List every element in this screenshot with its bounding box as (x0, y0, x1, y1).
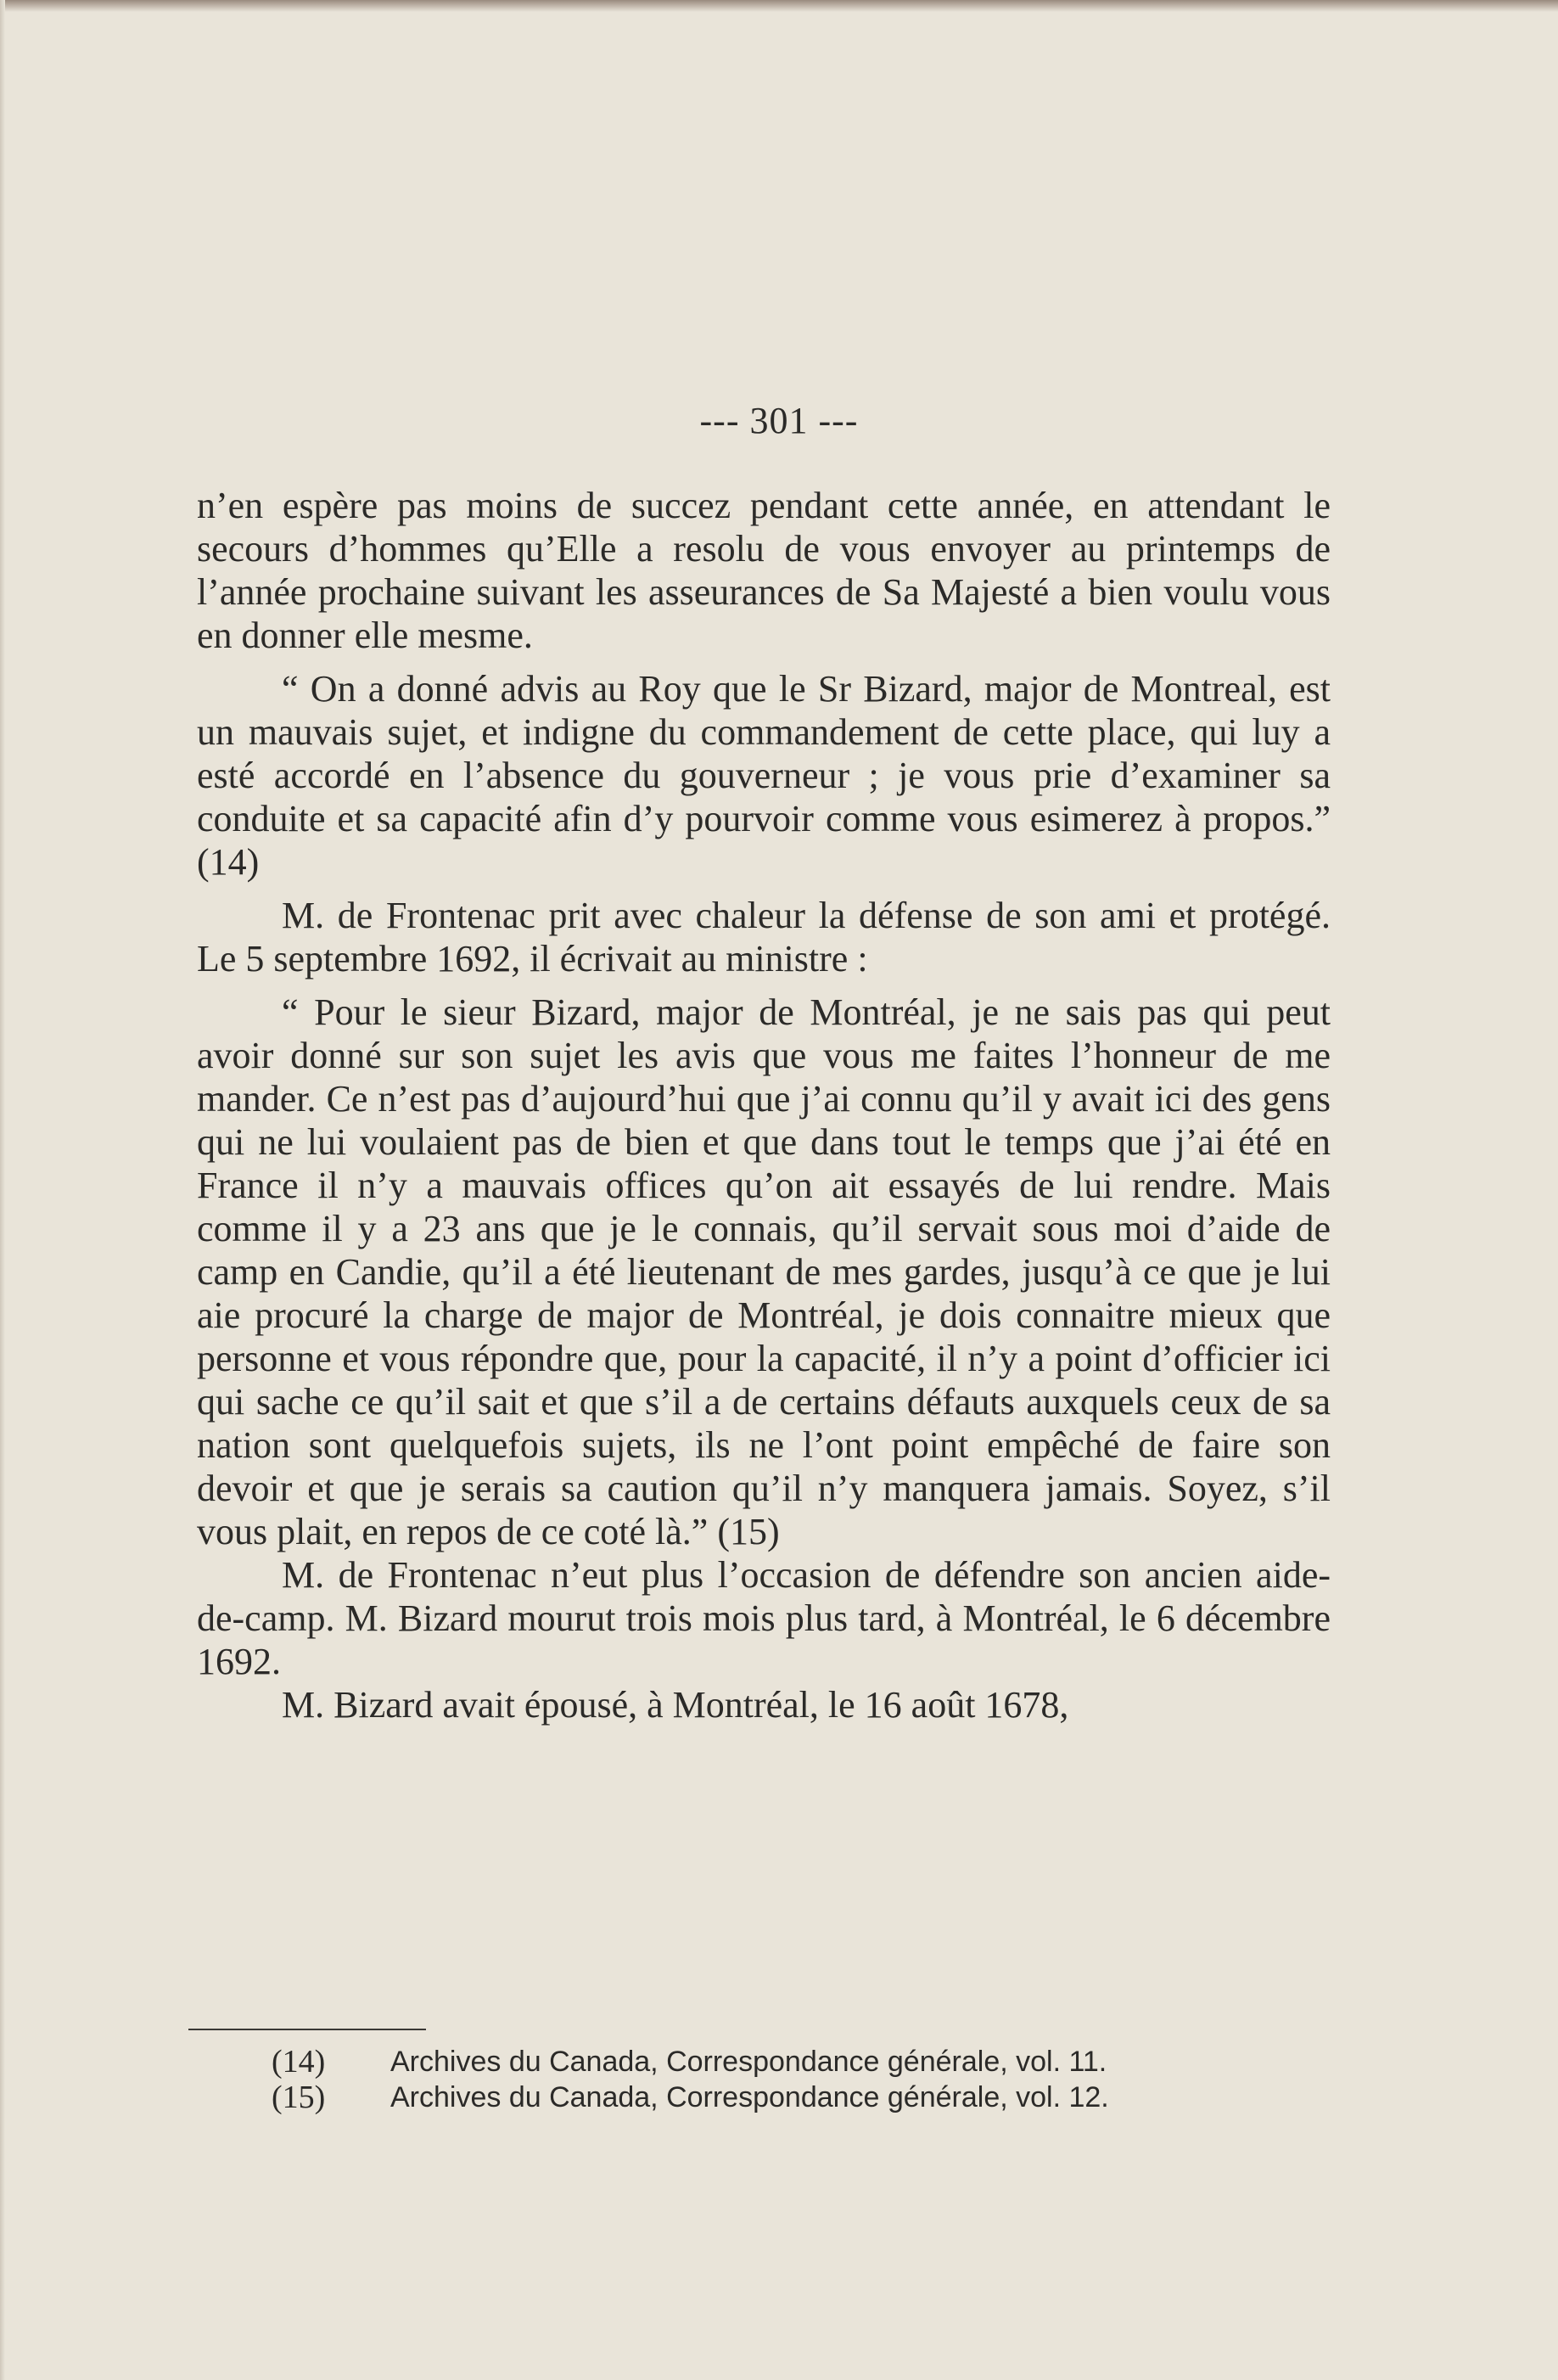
page-edge-left (0, 0, 5, 2380)
footnote-14 (272, 2044, 1290, 2080)
footnote-15 (272, 2080, 1290, 2115)
paragraph-quote-frontenac: “ Pour le sieur Bizard, major de Montréal, je ne sais pas qui peut avoir donné sur son sujet les avis que vous me faites l’honneur de me mander. Ce n’est pas d’aujourd’hui que j’ai connu qu’il y avait ici des gens qui ne lui voulaient pas de bien et que dans tout le temps que j’ai été en France il n’y a mauvais offices qu’on ait essayés de lui rendre. Mais comme il y a 23 ans que je le connais, qu’il servait sous moi d’aide de camp en Candie, qu’il a été lieutenant de mes gardes, jusqu’à ce que je lui aie procuré la charge de major de Montréal, je dois connaitre mieux que personne et vous répondre que, pour la capacité, il n’y a point d’officier ici qui sache ce qu’il sait et que s’il a de certains défauts auxquels ceux de sa nation sont quelquefois sujets, ils ne l’ont point empêché de faire son devoir et que je serais sa caution qu’il n’y manquera jamais. Soyez, s’il vous plait, en repos de ce coté là.” (15) (197, 991, 1331, 1552)
footnote-number: (14) (272, 2044, 326, 2080)
footnote-rule (188, 2029, 426, 2030)
page-number: --- 301 --- (699, 400, 859, 441)
footnote-text: Archives du Canada, Correspondance générale, vol. 11. (390, 2046, 1107, 2078)
footnotes (272, 2044, 1290, 2115)
paragraph-quote-roy: “ On a donné advis au Roy que le Sr Bizard, major de Montreal, est un mauvais sujet, et indigne du commandement de cette place, qui luy a esté accordé en l’absence du gouverneur ; je vous prie d’examiner sa conduite et sa capacité afin d’y pourvoir comme vous esimerez à propos.” (14) (197, 668, 1331, 883)
paragraph-frontenac-defense: M. de Frontenac prit avec chaleur la défense de son ami et protégé. Le 5 septembre 1692, il écrivait au ministre : (197, 895, 1331, 980)
paragraph-bizard-marriage: M. Bizard avait épousé, à Montréal, le 16 août 1678, (282, 1684, 1069, 1726)
footnote-text: Archives du Canada, Correspondance générale, vol. 12. (390, 2081, 1109, 2113)
page-edge-top (0, 0, 1558, 12)
footnote-number: (15) (272, 2080, 326, 2115)
paragraph-bizard-death: M. de Frontenac n’eut plus l’occasion de défendre son ancien aide-de-camp. M. Bizard mourut trois mois plus tard, à Montréal, le 6 décembre 1692. (197, 1554, 1331, 1682)
body-text (197, 484, 1331, 1726)
paragraph-continuation: n’en espère pas moins de succez pendant cette année, en attendant le secours d’hommes qu’Elle a resolu de vous envoyer au printemps de l’année prochaine suivant les asseurances de Sa Majesté a bien voulu vous en donner elle mesme. (197, 485, 1331, 656)
